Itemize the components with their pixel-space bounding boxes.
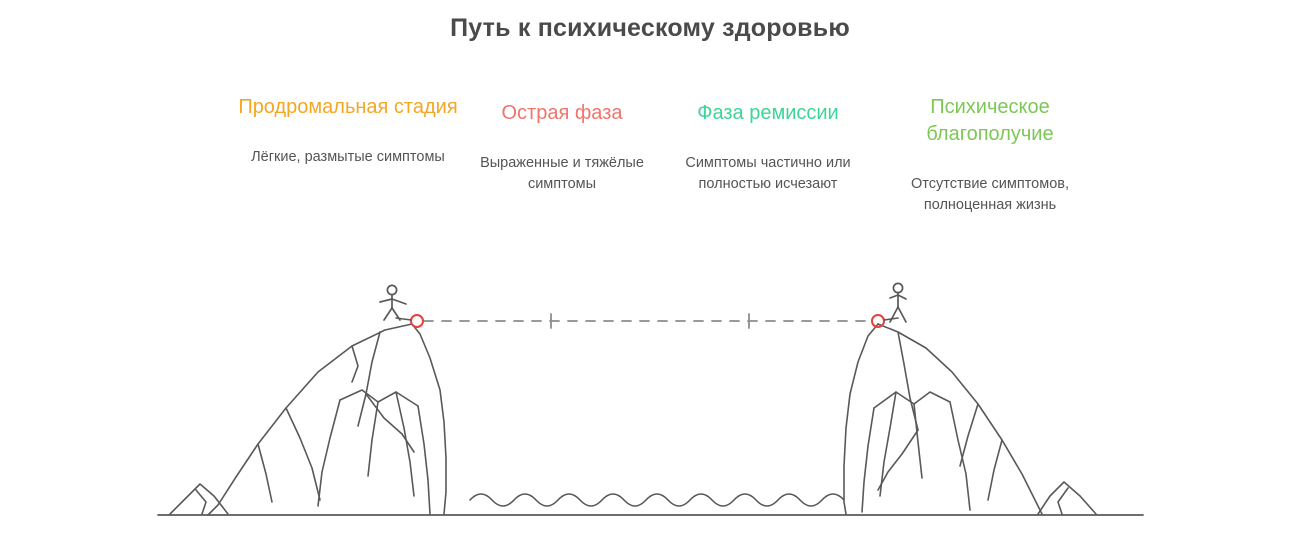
stage-title: Психическое благополучие — [926, 96, 1054, 145]
stage-description: Выраженные и тяжёлые симптомы — [480, 155, 644, 192]
anchor-tether-icon — [396, 318, 898, 320]
water-waves-icon — [470, 494, 844, 506]
page-title: Путь к психическому здоровью — [450, 14, 850, 42]
mountain-illustration — [0, 262, 1300, 547]
dashed-rope-line-icon — [424, 314, 874, 328]
stage-title: Продромальная стадия — [238, 96, 458, 118]
right-climber-figure-icon — [890, 283, 906, 322]
stage-acute — [466, 100, 658, 195]
stage-wellbeing — [876, 94, 1104, 216]
stage-remission — [660, 100, 876, 195]
right-mountain-icon — [844, 324, 1096, 514]
stage-description: Отсутствие симптомов, полноценная жизнь — [911, 176, 1069, 213]
stage-title: Острая фаза — [501, 102, 623, 124]
left-rope-anchor-icon — [411, 315, 423, 327]
left-mountain-icon — [170, 324, 446, 515]
stage-prodromal — [228, 94, 468, 168]
stage-description: Лёгкие, размытые симптомы — [251, 149, 445, 165]
left-climber-figure-icon — [380, 285, 406, 320]
stage-title: Фаза ремиссии — [697, 102, 839, 124]
stage-description: Симптомы частично или полностью исчезают — [685, 155, 851, 192]
